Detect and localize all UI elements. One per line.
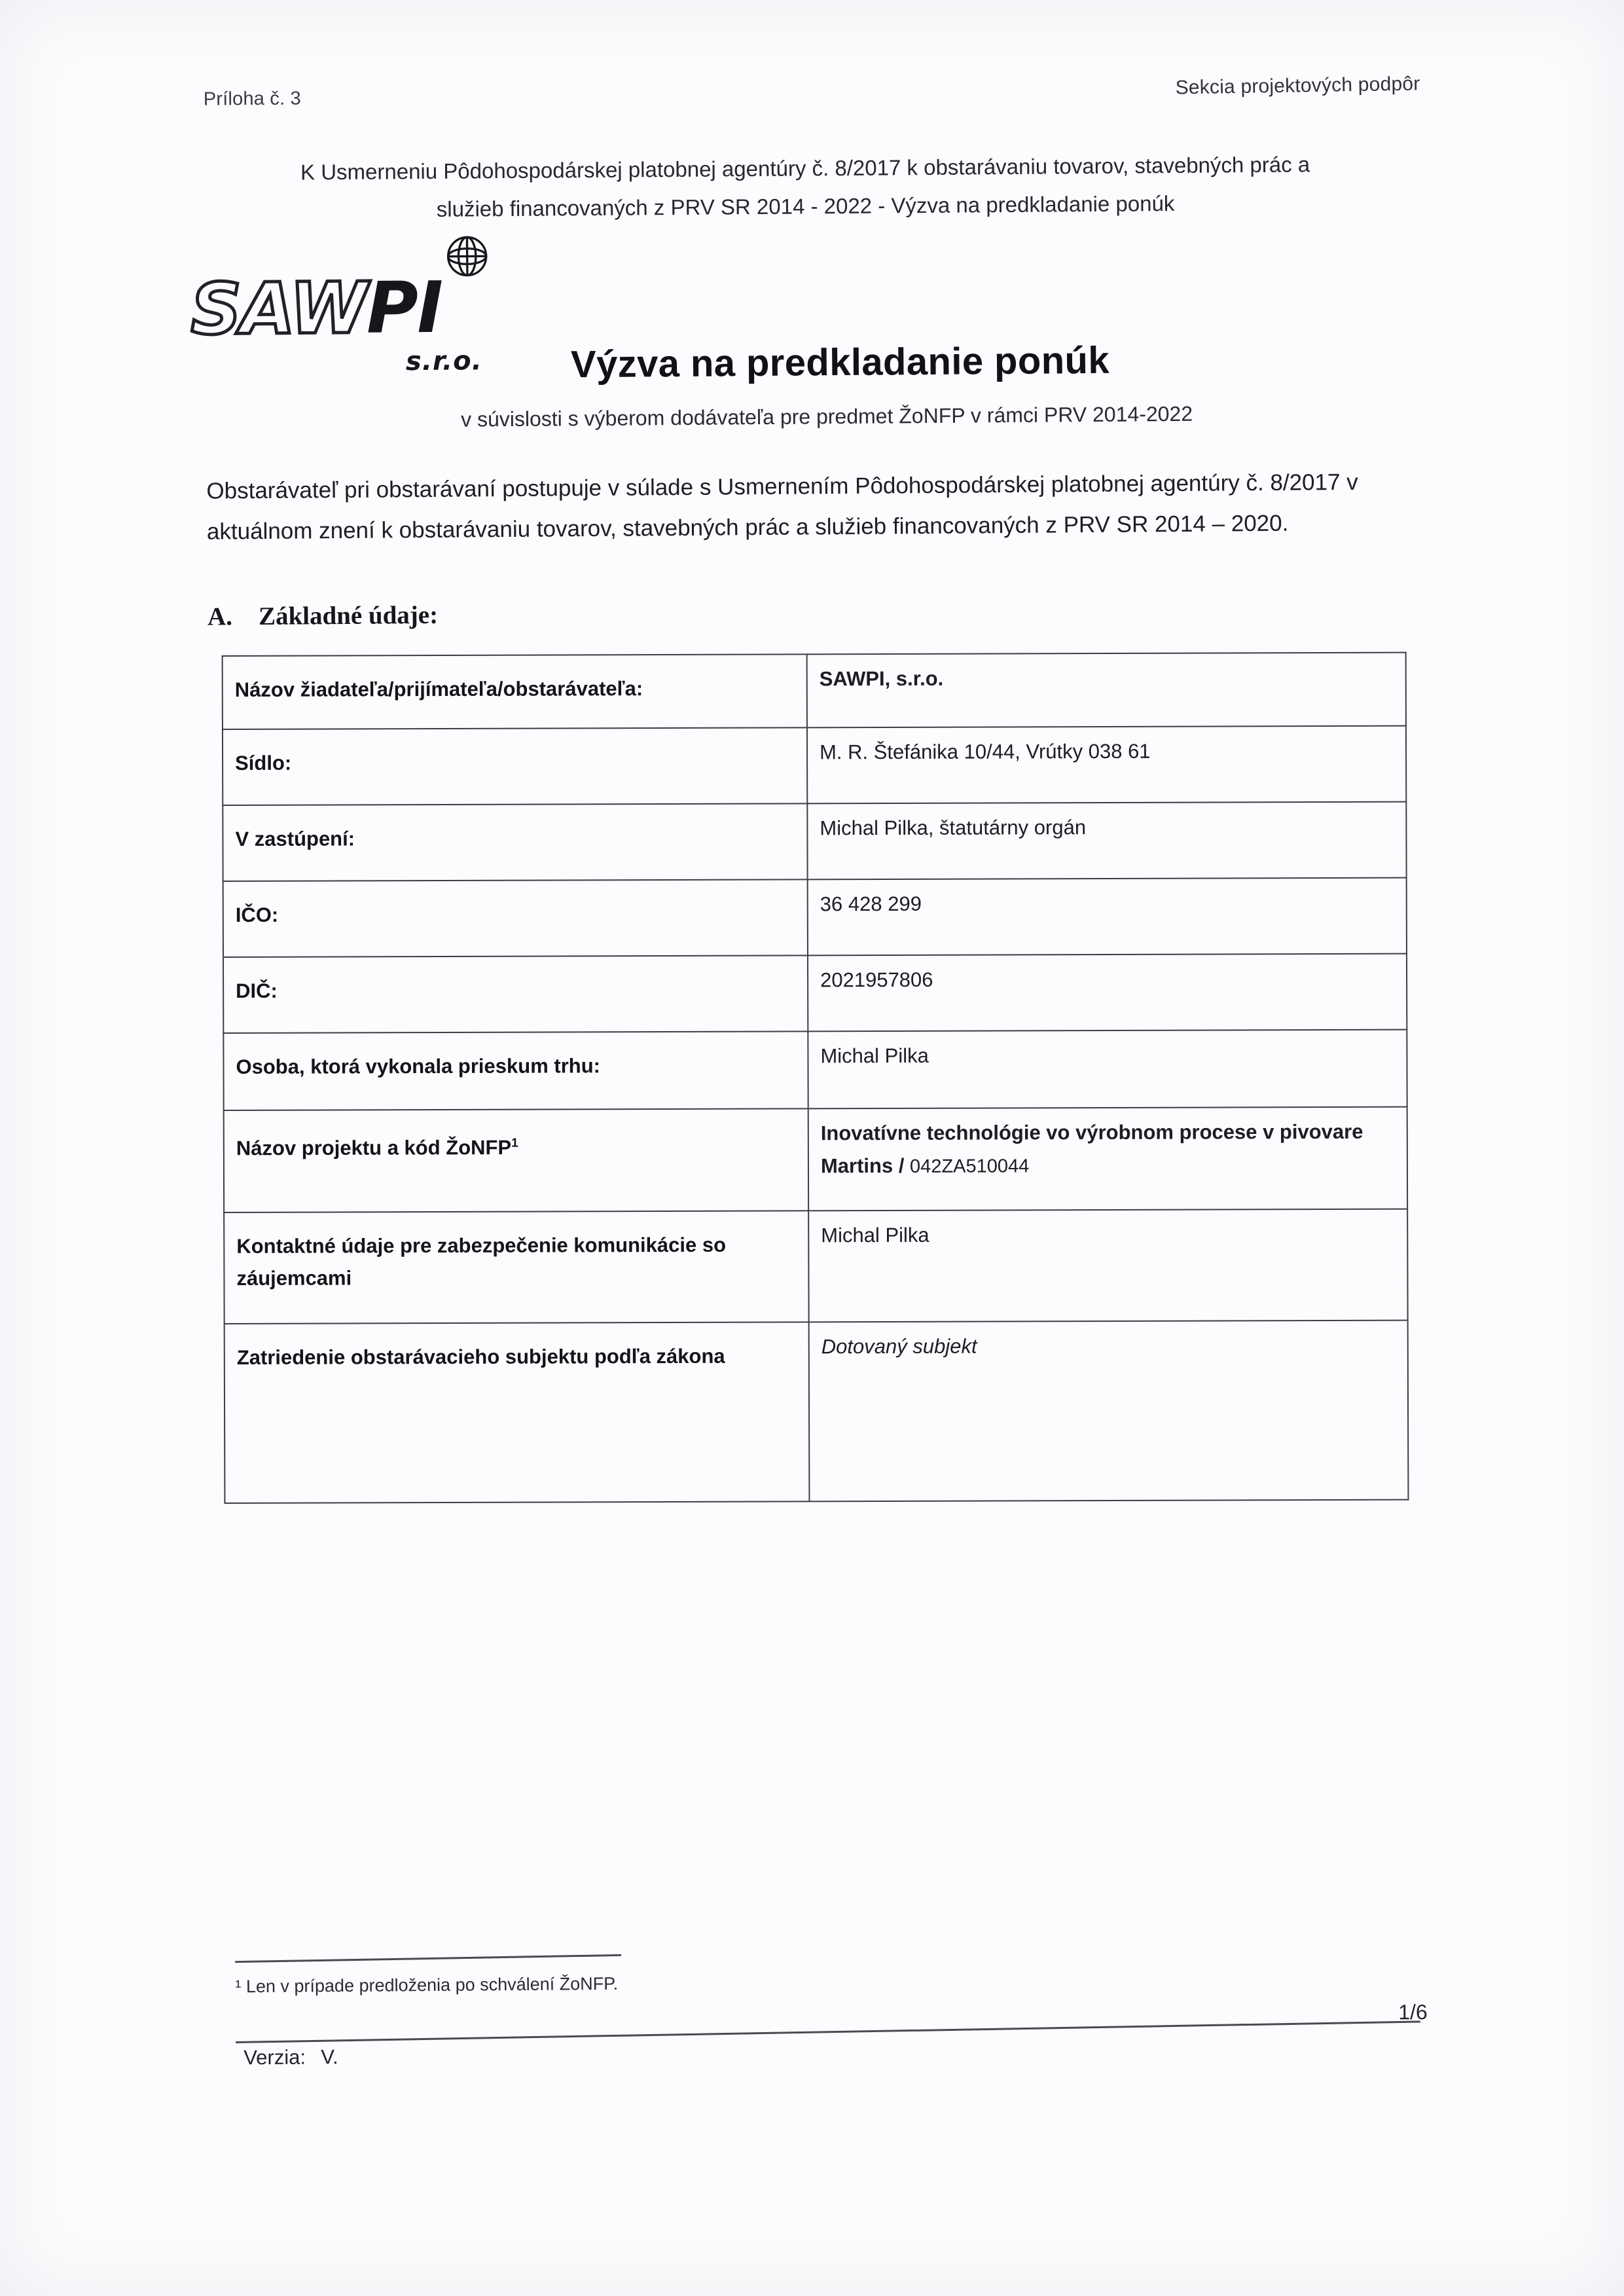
page-number: 1/6 <box>1398 2000 1428 2024</box>
table-row <box>224 1209 1407 1324</box>
table-cell-value <box>808 1107 1407 1211</box>
table-cell-value: SAWPI, s.r.o. <box>807 653 1406 728</box>
table-row <box>223 954 1407 1033</box>
table-cell-value: M. R. Štefánika 10/44, Vrútky 038 61 <box>807 726 1406 804</box>
table-cell-label-text: Názov projektu a kód ŽoNFP <box>236 1136 512 1160</box>
logo-wordmark <box>190 266 442 351</box>
table-cell-label: Kontaktné údaje pre zabezpečenie komunikácie so záujemcami <box>224 1211 809 1324</box>
table-cell-value: 36 428 299 <box>808 878 1407 956</box>
footnote-text: ¹ Len v prípade predloženia po schválení ŽoNFP. <box>235 1973 619 1997</box>
logo-wordmark-outline: SAW <box>190 267 367 351</box>
table-cell-label: Osoba, ktorá vykonala prieskum trhu: <box>223 1031 808 1110</box>
subheader-line-2: služieb financovaných z PRV SR 2014 - 2022 - Výzva na predkladanie ponúk <box>436 191 1175 221</box>
section-letter: A. <box>207 602 233 631</box>
company-logo <box>183 232 604 386</box>
footnote-divider <box>235 1954 621 1963</box>
table-row <box>225 1321 1409 1503</box>
table-cell-label: DIČ: <box>223 955 808 1033</box>
footer-divider <box>236 2020 1420 2043</box>
version-label: Verzia: <box>244 2045 306 2069</box>
section-heading <box>208 600 438 632</box>
project-code: 042ZA510044 <box>909 1156 1030 1177</box>
table-row <box>223 1030 1407 1110</box>
table-cell-value: Michal Pilka <box>808 1209 1408 1322</box>
table-cell-label: Názov žiadateľa/prijímateľa/obstarávateľa: <box>223 654 807 729</box>
table-row <box>223 726 1406 805</box>
document-subheader <box>0 143 1617 232</box>
header-department-label: Sekcia projektových podpôr <box>1175 73 1420 99</box>
table-row <box>223 802 1406 881</box>
version-value: V. <box>321 2045 338 2069</box>
footer-version <box>244 2045 338 2069</box>
basic-data-table <box>222 652 1409 1504</box>
footnote-marker: 1 <box>511 1136 518 1150</box>
intro-paragraph: Obstarávateľ pri obstarávaní postupuje v súlade s Usmernením Pôdohospodárskej platobnej agentúry č. 8/2017 v aktuálnom znení k obstarávaniu tovarov, stavebných prác a služieb financovaných z PRV SR 2014 – 2020. <box>206 469 1358 545</box>
logo-wordmark-solid: PI <box>366 266 442 350</box>
table-row <box>224 1107 1407 1212</box>
table-row <box>223 653 1406 729</box>
table-cell-value: Michal Pilka, štatutárny orgán <box>807 802 1406 880</box>
header-attachment-label: Príloha č. 3 <box>203 88 301 110</box>
subheader-line-1: K Usmerneniu Pôdohospodárskej platobnej agentúry č. 8/2017 k obstarávaniu tovarov, stavebných prác a <box>300 152 1310 185</box>
section-heading-text: Základné údaje: <box>258 600 439 631</box>
table-cell-label: Sídlo: <box>223 727 807 805</box>
table-cell-label: V zastúpení: <box>223 803 807 881</box>
table-cell-label <box>224 1108 808 1212</box>
page-title: Výzva na predkladanie ponúk <box>570 338 1110 386</box>
globe-icon <box>445 234 489 278</box>
table-cell-value: Dotovaný subjekt <box>809 1321 1409 1502</box>
table-cell-value: Michal Pilka <box>808 1030 1407 1109</box>
table-cell-value: 2021957806 <box>808 954 1407 1032</box>
table-cell-label: IČO: <box>223 879 808 957</box>
project-name: Inovatívne technológie vo výrobnom procese v pivovare Martins / <box>820 1120 1363 1178</box>
page-subtitle: v súvislosti s výberom dodávateľa pre predmet ŽoNFP v rámci PRV 2014-2022 <box>460 401 1193 431</box>
table-row <box>223 878 1407 957</box>
table-cell-label: Zatriedenie obstarávacieho subjektu podľa zákona <box>225 1322 810 1503</box>
logo-legal-form: s.r.o. <box>405 346 483 377</box>
